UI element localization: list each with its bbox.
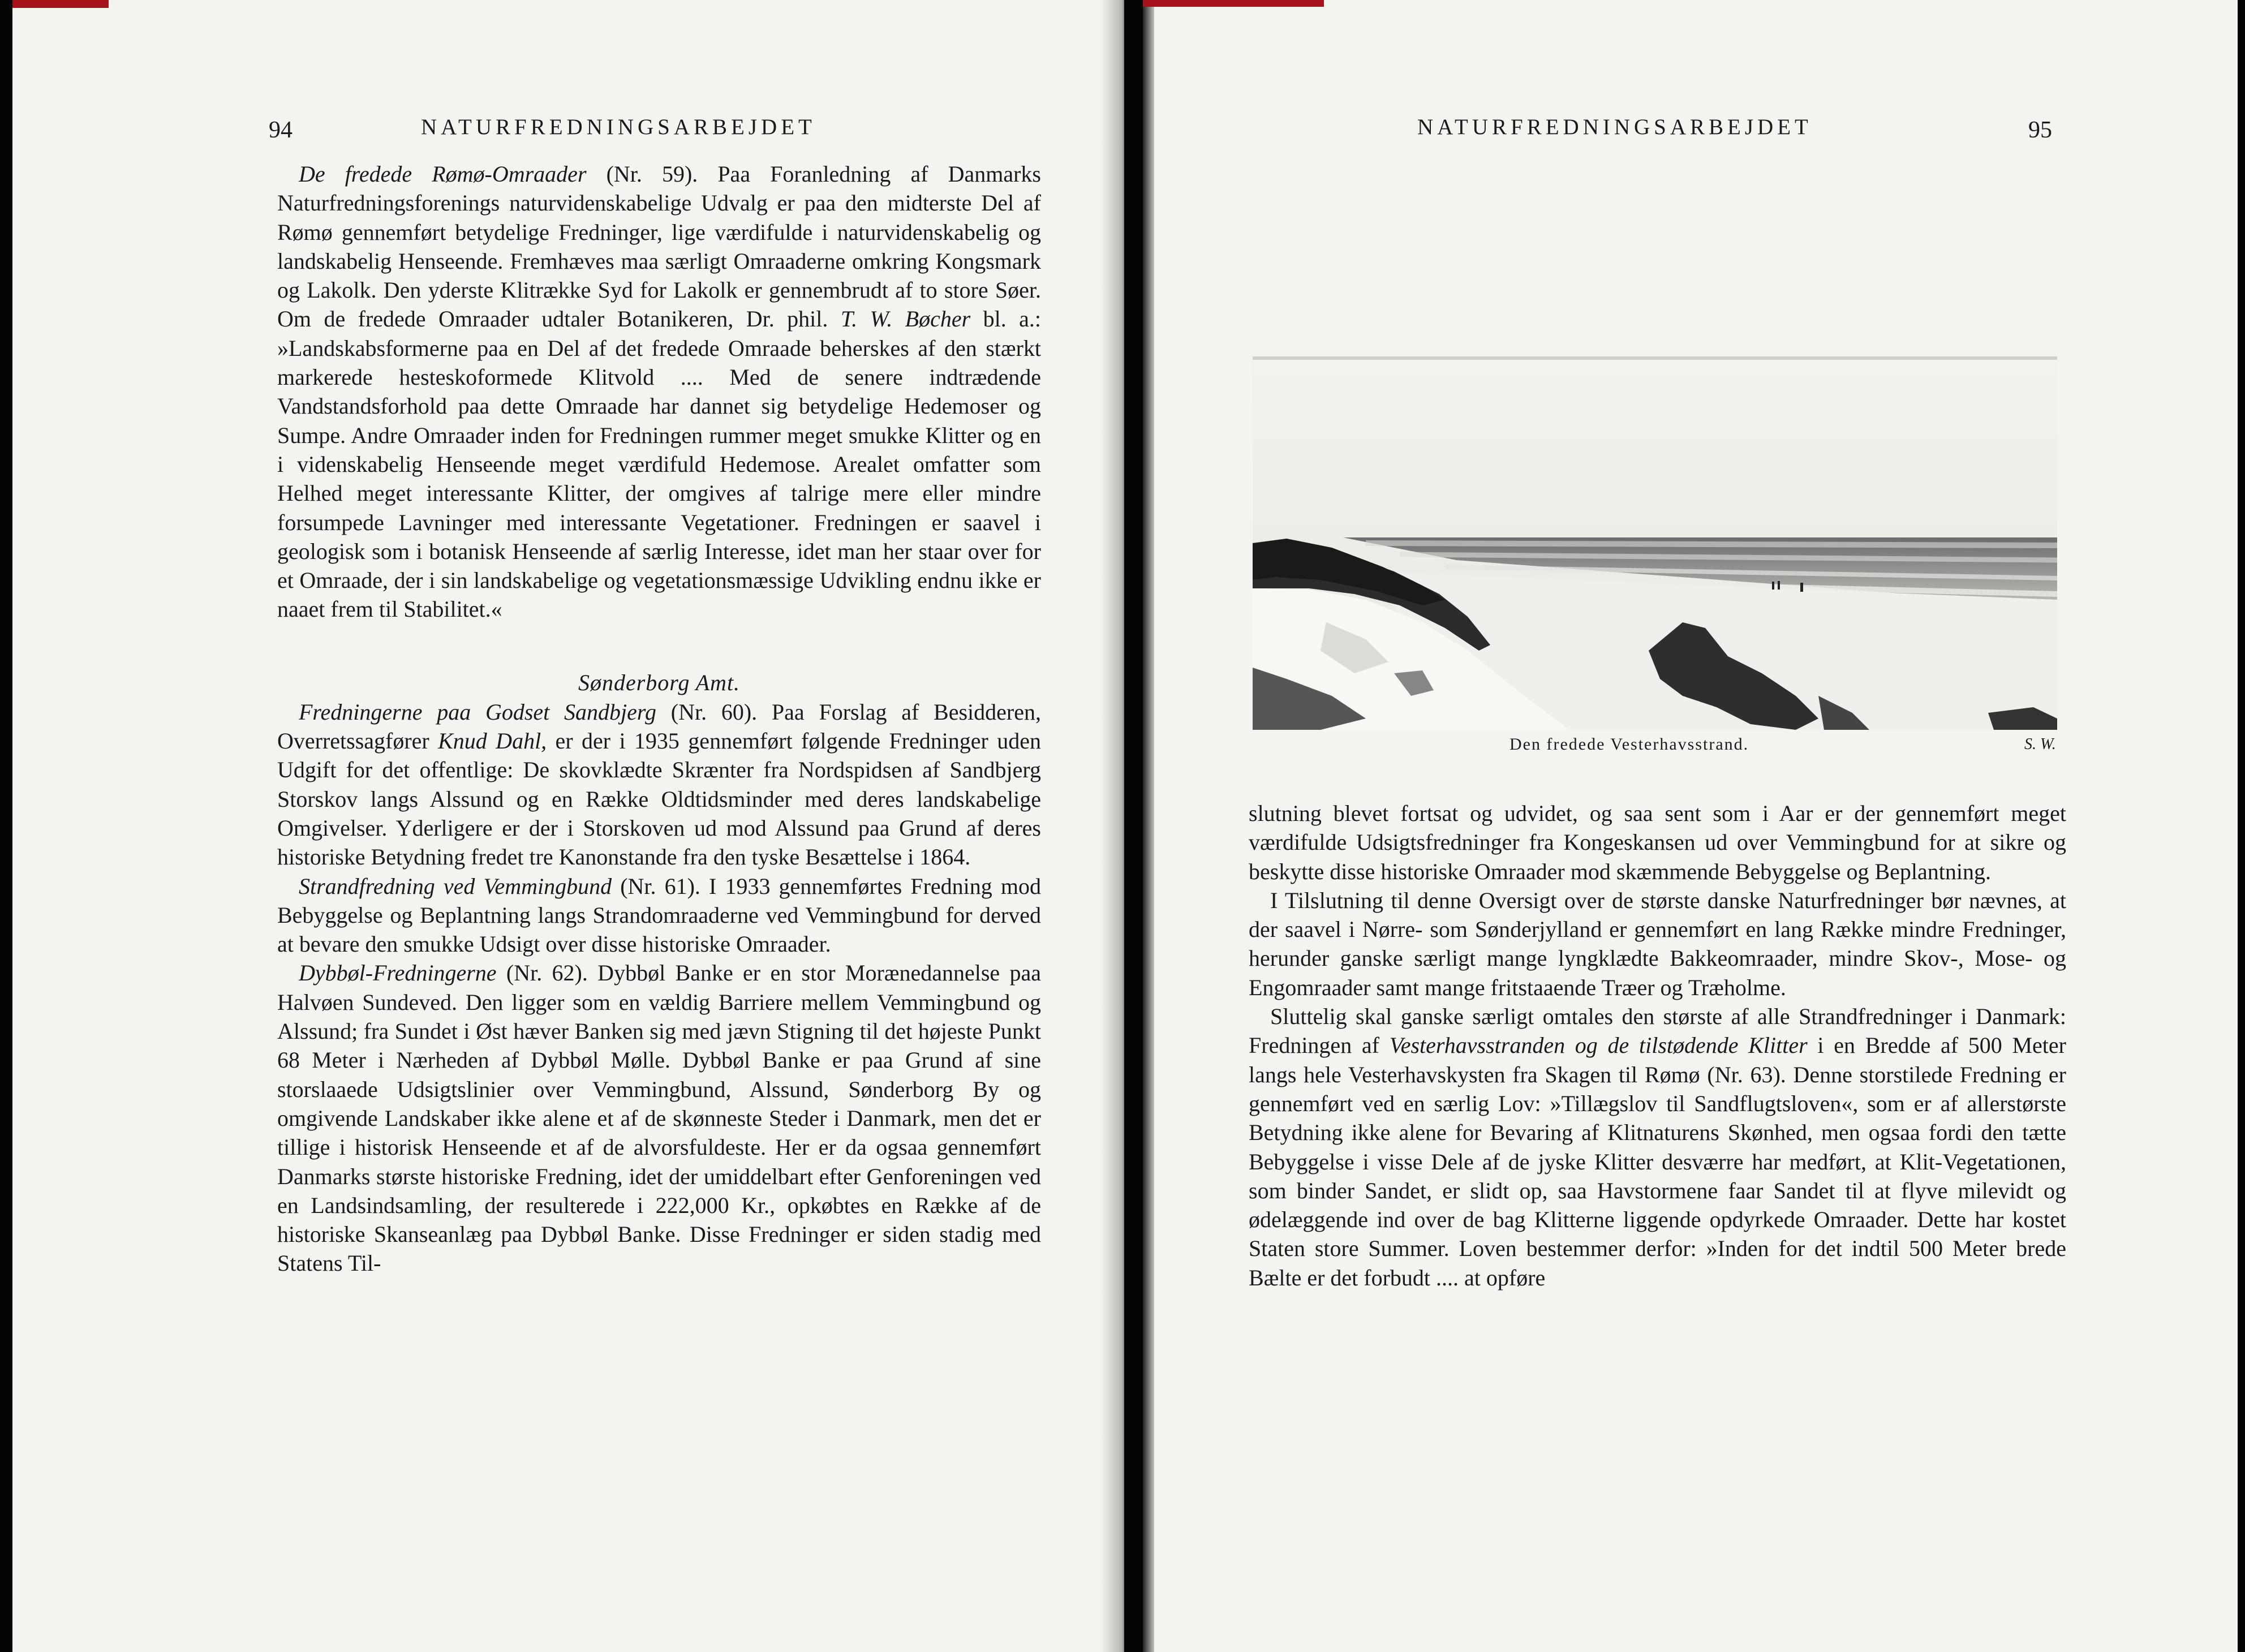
photo-credit: S. W. — [2024, 735, 2056, 753]
photo-illustration — [1253, 356, 2057, 730]
left-page — [12, 0, 1124, 1652]
running-head-left: NATURFREDNINGSARBEJDET — [421, 115, 816, 139]
person-name: Knud Dahl, — [438, 728, 547, 754]
paragraph-tilslutning: I Tilslutning til denne Oversigt over de største danske Naturfredninger bør nævnes, at der saavel i Nørre- som Sønderjylland er gennemført en lang Række mindre Fredninger, herunder ganske særligt mange lyngklædte Bakkeomraader, mindre Skov-, Mose- og Engomraader samt mange fritstaaende Træer og Træholme. — [1249, 887, 2066, 1000]
photo-caption: Den fredede Vesterhavsstrand. — [1509, 735, 1749, 754]
paragraph-title: Strandfredning ved Vemmingbund — [299, 873, 612, 899]
running-head-right: NATURFREDNINGSARBEJDET — [1417, 115, 1812, 139]
paragraph-sluttelig: Sluttelig skal ganske særligt omtales den største af alle Strandfredninger i Danmark: Fredningen af Vesterhavsstranden og de tilstødende Klitter i en Bredde af 500 Meter langs hele Vesterhavskysten fra Skagen til Rømø (Nr. 63). Denne storstilede Fredning er gennemført ved en særlig Lov: »Tillægslov til Sandflugtsloven«, som er af allerstørste Betydning ikke alene for Bevaring af Klitnaturens Skønhed, men ogsaa fordi den tætte Bebyggelse i visse Dele af de jyske Klitter desværre har medført, at Klit-Vegetationen, som binder Sandet, er slidt op, saa Havstormene faar Sandet til at flyve milevidt og ødelæggende ind over de bag Klitterne liggende opdyrkede Omraader. Dette har kostet Staten store Summer. Loven bestemmer derfor: »Inden for det indtil 500 Meter brede Bælte er det forbudt .... at opføre — [1249, 1004, 2066, 1290]
paragraph-dybbol: Dybbøl-Fredningerne (Nr. 62). Dybbøl Banke er en stor Morænedannelse paa Halvøen Sundeved. Den ligger som en vældig Barriere mellem Vemmingbund og Alssund; fra Sundet i Øst hæver Banken sig med jævn Stigning til det højeste Punkt 68 Meter i Nærheden af Dybbøl Mølle. Dybbøl Banke er paa Grund af sine storslaaede Udsigtslinier over Vemmingbund, Alssund, Sønderborg By og omgivende Landskaber ikke alene et af de skønneste Steder i Danmark, men det er tillige i historisk Henseende et af de alvorsfuldeste. Her er da ogsaa gennemført Danmarks største historiske Fredning, idet der umiddelbart efter Genforeningen ved en Landsindsamling, der resulterede i 222,000 Kr., opkøbtes en Række af de historiske Skanseanlæg paa Dybbøl Banke. Disse Fredninger er siden stadig med Statens Til- — [277, 960, 1041, 1276]
paragraph-title: De fredede Rømø-Omraader — [299, 161, 587, 187]
paragraph-vemmingbund: Strandfredning ved Vemmingbund (Nr. 61). I 1933 gennemførtes Fredning mod Bebyggelse og Beplantning langs Strandomraaderne ved Vemmingbund for derved at bevare den smukke Udsigt over disse historiske Omraader. — [277, 873, 1042, 957]
red-edge-mark-left — [12, 0, 109, 8]
paragraph-title: Vesterhavsstranden og de tilstødende Klitter — [1389, 1032, 1808, 1059]
section-heading: Sønderborg Amt. — [578, 669, 741, 695]
person-name: T. W. Bøcher — [840, 306, 971, 332]
paragraph-title: Dybbøl-Fredningerne — [299, 960, 497, 986]
beach-dune-photo — [1253, 356, 2057, 730]
left-text-column — [277, 160, 1041, 1278]
book-spine-gutter — [1100, 0, 1154, 1652]
paragraph-continuation: slutning blevet fortsat og udvidet, og saa sent som i Aar er der gennemført meget værdifulde Udsigtsfredninger fra Kongeskansen ud over Vemmingbund for at sikre og beskytte disse historiske Omraader mod skæmmende Bebyggelse og Beplantning. — [1249, 801, 2066, 884]
page-number-left: 94 — [269, 117, 293, 143]
paragraph-sandbjerg: Fredningerne paa Godset Sandbjerg (Nr. 60). Paa Forslag af Besidderen, Overretssagfører Knud Dahl, er der i 1935 gennemført følgende Fredninger uden Udgift for det offentlige: De skovklædte Skrænter fra Nordspidsen af Sandbjerg Storskov langs Alssund og en Række Oldtidsminder med deres landskabelige Omgivelser. Yderligere er der i Storskoven ud mod Alssund paa Grund af deres historiske Betydning fredet tre Kanonstande fra den tyske Besættelse i 1864. — [277, 699, 1042, 870]
paragraph-romo: De fredede Rømø-Omraader (Nr. 59). Paa Foranledning af Danmarks Naturfredningsforenings naturvidenskabelige Udvalg er paa den midterste Del af Rømø gennemført betydelige Fredninger, lige værdifulde i naturvidenskabelig og landskabelig Henseende. Fremhæves maa særligt Omraaderne omkring Kongsmark og Lakolk. Den yderste Klitrække Syd for Lakolk er gennembrudt af to store Søer. Om de fredede Omraader udtaler Botanikeren, Dr. phil. T. W. Bøcher bl. a.: »Landskabsformerne paa en Del af det fredede Omraade beherskes af den stærkt markerede hesteskoformede Klitvold .... Med de senere indtrædende Vandstandsforhold paa dette Omraade har dannet sig betydelige Hedemoser og Sumpe. Andre Omraader inden for Fredningen rummer meget smukke Klitter og en i videnskabelig Henseende meget værdifuld Hedemose. Arealet omfatter som Helhed meget interessante Klitter, der omgives af talrige mere eller mindre forsumpede Lavninger med interessante Vegetationer. Fredningen er saavel i geologisk som i botanisk Henseende af særlig Interesse, idet man her staar over for et Omraade, der i sin landskabelige og vegetationsmæssige Udvikling endnu ikke er naaet frem til Stabilitet.« — [277, 161, 1041, 622]
paragraph-title: Fredningerne paa Godset Sandbjerg — [299, 699, 657, 725]
red-edge-mark-right — [1143, 0, 1324, 7]
page-number-right: 95 — [2028, 117, 2052, 143]
right-text-column — [1249, 799, 2066, 1292]
